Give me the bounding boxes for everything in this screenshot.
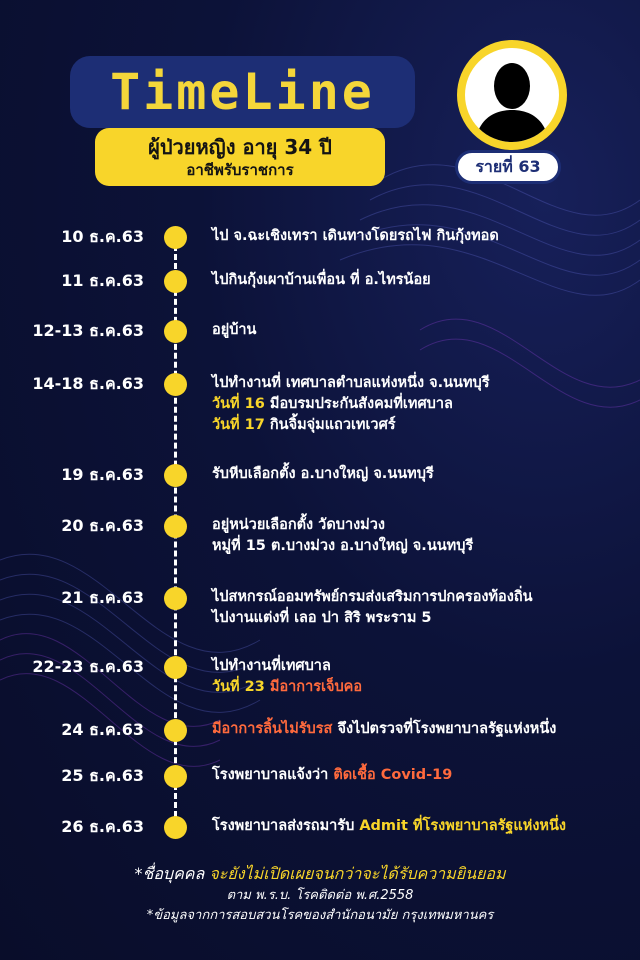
footer-notes — [0, 862, 640, 926]
entry-text: โรงพยาบาลแจ้งว่า — [212, 767, 334, 783]
entry-text: กินจิ้มจุ่มแถวเทเวศร์ — [269, 417, 396, 433]
timeline-entry — [0, 270, 640, 300]
entry-text: มีอาการลิ้นไม่รับรส — [212, 721, 338, 737]
entry-text: มีอบรมประกันสังคมที่เทศบาล — [269, 396, 453, 412]
entry-description — [212, 320, 632, 341]
entry-text: วันที่ 17 — [212, 417, 270, 433]
entry-text: อยู่บ้าน — [212, 322, 257, 338]
entry-description — [212, 464, 632, 485]
entry-date: 14-18 ธ.ค.63 — [32, 374, 144, 393]
timeline-entry — [0, 656, 640, 695]
timeline-entry — [0, 373, 640, 433]
entry-text: ไป จ.ฉะเชิงเทรา เดินทางโดยรถไฟ กินกุ้งทอด — [212, 228, 499, 244]
timeline-dot — [164, 226, 187, 249]
entry-description — [212, 587, 632, 629]
entry-date: 20 ธ.ค.63 — [61, 516, 144, 535]
entry-date: 25 ธ.ค.63 — [61, 766, 144, 785]
timeline-entry — [0, 515, 640, 554]
entry-date: 12-13 ธ.ค.63 — [32, 321, 144, 340]
entry-description — [212, 765, 632, 786]
entry-date: 24 ธ.ค.63 — [61, 720, 144, 739]
patient-description: ผู้ป่วยหญิง อายุ 34 ปี — [148, 135, 332, 159]
entry-description — [212, 816, 632, 837]
timeline-dot — [164, 587, 187, 610]
entry-text: อยู่หน่วยเลือกตั้ง วัดบางม่วง — [212, 517, 385, 533]
entry-date: 21 ธ.ค.63 — [61, 588, 144, 607]
timeline-dot — [164, 464, 187, 487]
footer-line-2: ตาม พ.ร.บ. โรคติดต่อ พ.ศ.2558 — [226, 888, 414, 903]
timeline-dot — [164, 765, 187, 788]
entry-text: ติดเชื้อ Covid-19 — [333, 767, 453, 783]
entry-text: มีอาการเจ็บคอ — [269, 679, 363, 695]
timeline-entry — [0, 464, 640, 494]
avatar — [457, 40, 567, 150]
entry-date: 22-23 ธ.ค.63 — [32, 657, 144, 676]
timeline-dot — [164, 373, 187, 396]
entry-date: 10 ธ.ค.63 — [61, 227, 144, 246]
timeline-dot — [164, 816, 187, 839]
entry-date: 19 ธ.ค.63 — [61, 465, 144, 484]
entry-text: ไปทำงานที่ เทศบาลตำบลแห่งหนึ่ง จ.นนทบุรี — [212, 375, 490, 391]
entry-text: ไปทำงานที่เทศบาล — [212, 658, 331, 674]
entry-text: จึงไปตรวจที่โรงพยาบาลรัฐแห่งหนึ่ง — [337, 721, 557, 737]
timeline-entry — [0, 587, 640, 626]
timeline-dot — [164, 320, 187, 343]
entry-description — [212, 719, 632, 740]
patient-occupation: อาชีพรับราชการ — [186, 161, 294, 179]
title-banner — [70, 56, 415, 128]
entry-text: ไปกินกุ้งเผาบ้านเพื่อน ที่ อ.ไทรน้อย — [212, 272, 431, 288]
entry-text: Admit ที่โรงพยาบาลรัฐแห่งหนึ่ง — [359, 818, 566, 834]
entry-description — [212, 656, 632, 698]
patient-info-banner — [95, 128, 385, 186]
entry-text: วันที่ 16 — [212, 396, 270, 412]
timeline-dot — [164, 515, 187, 538]
entry-text: วันที่ 23 — [212, 679, 270, 695]
entry-text: โรงพยาบาลส่งรถมารับ — [212, 818, 360, 834]
timeline-dot — [164, 270, 187, 293]
timeline-entry — [0, 719, 640, 749]
timeline-entry — [0, 816, 640, 846]
entry-description — [212, 270, 632, 291]
case-number-badge: รายที่ 63 — [455, 150, 561, 184]
entry-description — [212, 373, 632, 436]
page-title: TimeLine — [110, 63, 375, 121]
entry-text: ไปงานแต่งที่ เลอ ปา สิริ พระราม 5 — [212, 610, 432, 626]
timeline-dot — [164, 656, 187, 679]
entry-date: 26 ธ.ค.63 — [61, 817, 144, 836]
timeline-entry — [0, 226, 640, 256]
footer-line-3: *ข้อมูลจากการสอบสวนโรคของสำนักอนามัย กรุงเทพมหานคร — [146, 908, 494, 923]
entry-date: 11 ธ.ค.63 — [61, 271, 144, 290]
timeline-entry — [0, 765, 640, 795]
timeline-dot — [164, 719, 187, 742]
entry-text: ไปสหกรณ์ออมทรัพย์กรมส่งเสริมการปกครองท้องถิ่น — [212, 589, 533, 605]
entry-description — [212, 226, 632, 247]
entry-text: รับหีบเลือกตั้ง อ.บางใหญ่ จ.นนทบุรี — [212, 466, 434, 482]
footer-line-1: *ชื่อบุคคล จะยังไม่เปิดเผยจนกว่าจะได้รับความยินยอม — [134, 864, 506, 883]
entry-description — [212, 515, 632, 557]
timeline-entry — [0, 320, 640, 350]
entry-text: หมู่ที่ 15 ต.บางม่วง อ.บางใหญ่ จ.นนทบุรี — [212, 538, 474, 554]
person-silhouette-icon — [465, 48, 559, 142]
